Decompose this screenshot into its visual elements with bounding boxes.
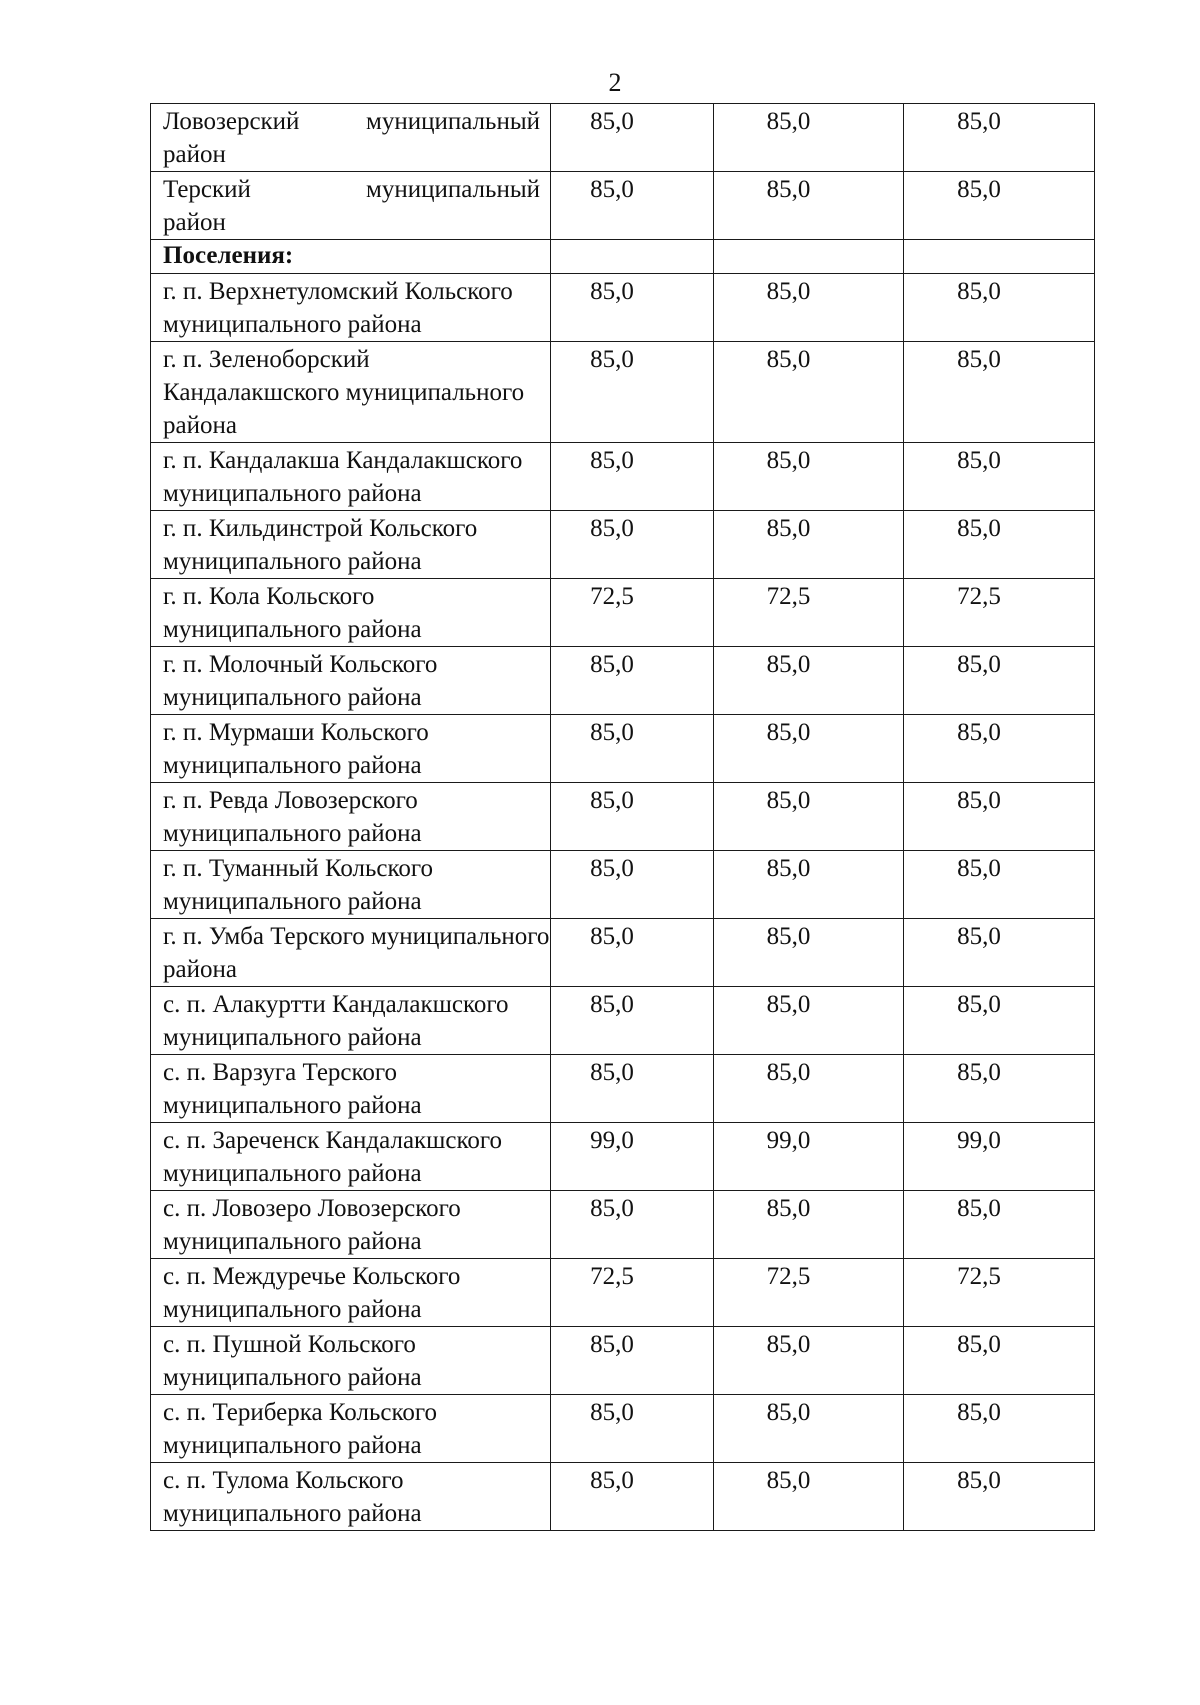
row-value-3: 72,5 bbox=[904, 579, 1095, 647]
row-name-word: Ловозерский bbox=[163, 108, 300, 135]
row-value-2: 99,0 bbox=[714, 1123, 904, 1191]
table-row bbox=[151, 1463, 1095, 1531]
row-value-1: 85,0 bbox=[551, 783, 714, 851]
row-value-3: 85,0 bbox=[904, 104, 1095, 172]
table-row bbox=[151, 987, 1095, 1055]
row-value-1: 85,0 bbox=[551, 1055, 714, 1123]
row-value-1: 85,0 bbox=[551, 104, 714, 172]
row-value-1: 85,0 bbox=[551, 1327, 714, 1395]
row-value-3: 85,0 bbox=[904, 1463, 1095, 1531]
row-name-cell: г. п. Верхнетуломский Кольского муниципального района bbox=[151, 274, 551, 342]
row-value-3: 85,0 bbox=[904, 647, 1095, 715]
table-row bbox=[151, 104, 1095, 172]
row-value-3: 85,0 bbox=[904, 919, 1095, 987]
row-name-cell: г. п. Кандалакша Кандалакшского муниципального района bbox=[151, 443, 551, 511]
table-row bbox=[151, 443, 1095, 511]
row-name-word: район bbox=[163, 209, 226, 236]
row-value-2: 72,5 bbox=[714, 1259, 904, 1327]
row-value-1: 85,0 bbox=[551, 342, 714, 443]
row-value-3: 85,0 bbox=[904, 1055, 1095, 1123]
row-value-3: 85,0 bbox=[904, 715, 1095, 783]
row-value-2: 85,0 bbox=[714, 1327, 904, 1395]
row-value-2: 85,0 bbox=[714, 1191, 904, 1259]
row-name-cell: с. п. Пушной Кольского муниципального района bbox=[151, 1327, 551, 1395]
row-value-2: 85,0 bbox=[714, 715, 904, 783]
row-value-3: 99,0 bbox=[904, 1123, 1095, 1191]
row-value-1: 85,0 bbox=[551, 1463, 714, 1531]
row-value-2: 85,0 bbox=[714, 647, 904, 715]
table-row bbox=[151, 647, 1095, 715]
section-row bbox=[151, 240, 1095, 274]
row-name-cell: с. п. Алакуртти Кандалакшского муниципального района bbox=[151, 987, 551, 1055]
row-value-1: 85,0 bbox=[551, 1191, 714, 1259]
table-row bbox=[151, 1123, 1095, 1191]
table-row bbox=[151, 511, 1095, 579]
row-value-1: 99,0 bbox=[551, 1123, 714, 1191]
settlements-table-body bbox=[151, 104, 1095, 1531]
row-value-2: 85,0 bbox=[714, 443, 904, 511]
table-row bbox=[151, 1327, 1095, 1395]
table-row bbox=[151, 851, 1095, 919]
row-value-3: 85,0 bbox=[904, 851, 1095, 919]
row-value-2: 85,0 bbox=[714, 783, 904, 851]
row-name-cell bbox=[151, 104, 551, 172]
row-name-cell: г. п. Мурмаши Кольского муниципального района bbox=[151, 715, 551, 783]
row-value-1: 72,5 bbox=[551, 1259, 714, 1327]
table-row bbox=[151, 342, 1095, 443]
table-row bbox=[151, 783, 1095, 851]
row-value-3: 85,0 bbox=[904, 172, 1095, 240]
row-name-cell: г. п. Зеленоборский Кандалакшского муниципального района bbox=[151, 342, 551, 443]
row-name-cell bbox=[151, 172, 551, 240]
table-row bbox=[151, 919, 1095, 987]
row-value-2: 72,5 bbox=[714, 579, 904, 647]
row-name-word: район bbox=[163, 141, 226, 168]
row-name-cell: г. п. Ревда Ловозерского муниципального района bbox=[151, 783, 551, 851]
row-name-cell: г. п. Умба Терского муниципального района bbox=[151, 919, 551, 987]
empty-cell bbox=[904, 240, 1095, 274]
row-name-cell: с. п. Зареченск Кандалакшского муниципального района bbox=[151, 1123, 551, 1191]
row-name-cell: г. п. Кильдинстрой Кольского муниципального района bbox=[151, 511, 551, 579]
table-row bbox=[151, 274, 1095, 342]
table-row bbox=[151, 1259, 1095, 1327]
row-name-cell: с. п. Варзуга Терского муниципального района bbox=[151, 1055, 551, 1123]
row-value-2: 85,0 bbox=[714, 1463, 904, 1531]
row-value-2: 85,0 bbox=[714, 987, 904, 1055]
section-label: Поселения: bbox=[151, 240, 551, 274]
row-name-word: муниципальный bbox=[366, 108, 540, 135]
row-value-2: 85,0 bbox=[714, 342, 904, 443]
row-value-2: 85,0 bbox=[714, 1395, 904, 1463]
row-name-word: Терский bbox=[163, 176, 251, 203]
settlements-table bbox=[150, 103, 1095, 1531]
row-value-3: 85,0 bbox=[904, 511, 1095, 579]
row-name-cell: с. п. Ловозеро Ловозерского муниципального района bbox=[151, 1191, 551, 1259]
row-value-1: 85,0 bbox=[551, 715, 714, 783]
row-name-cell: г. п. Молочный Кольского муниципального района bbox=[151, 647, 551, 715]
row-value-3: 85,0 bbox=[904, 443, 1095, 511]
row-value-1: 85,0 bbox=[551, 443, 714, 511]
row-value-3: 85,0 bbox=[904, 342, 1095, 443]
row-value-1: 85,0 bbox=[551, 172, 714, 240]
table-row bbox=[151, 1055, 1095, 1123]
row-value-2: 85,0 bbox=[714, 919, 904, 987]
row-value-1: 85,0 bbox=[551, 647, 714, 715]
row-value-1: 85,0 bbox=[551, 274, 714, 342]
row-value-1: 85,0 bbox=[551, 511, 714, 579]
row-value-1: 85,0 bbox=[551, 1395, 714, 1463]
row-value-2: 85,0 bbox=[714, 104, 904, 172]
table-row bbox=[151, 715, 1095, 783]
row-name-word: муниципальный bbox=[366, 176, 540, 203]
table-row bbox=[151, 579, 1095, 647]
row-value-3: 85,0 bbox=[904, 783, 1095, 851]
table-row bbox=[151, 172, 1095, 240]
row-value-1: 85,0 bbox=[551, 851, 714, 919]
row-value-2: 85,0 bbox=[714, 274, 904, 342]
row-value-2: 85,0 bbox=[714, 1055, 904, 1123]
table-row bbox=[151, 1395, 1095, 1463]
row-value-3: 85,0 bbox=[904, 274, 1095, 342]
empty-cell bbox=[551, 240, 714, 274]
row-name-cell: г. п. Кола Кольского муниципального района bbox=[151, 579, 551, 647]
row-value-2: 85,0 bbox=[714, 172, 904, 240]
row-value-2: 85,0 bbox=[714, 511, 904, 579]
row-value-3: 85,0 bbox=[904, 1191, 1095, 1259]
row-value-2: 85,0 bbox=[714, 851, 904, 919]
row-name-cell: г. п. Туманный Кольского муниципального района bbox=[151, 851, 551, 919]
row-value-1: 85,0 bbox=[551, 919, 714, 987]
empty-cell bbox=[714, 240, 904, 274]
row-value-1: 72,5 bbox=[551, 579, 714, 647]
row-value-3: 85,0 bbox=[904, 1327, 1095, 1395]
row-value-3: 85,0 bbox=[904, 1395, 1095, 1463]
page-number: 2 bbox=[608, 68, 622, 97]
row-name-cell: с. п. Териберка Кольского муниципального района bbox=[151, 1395, 551, 1463]
row-value-3: 72,5 bbox=[904, 1259, 1095, 1327]
row-value-1: 85,0 bbox=[551, 987, 714, 1055]
row-value-3: 85,0 bbox=[904, 987, 1095, 1055]
row-name-cell: с. п. Тулома Кольского муниципального района bbox=[151, 1463, 551, 1531]
row-name-cell: с. п. Междуречье Кольского муниципального района bbox=[151, 1259, 551, 1327]
table-row bbox=[151, 1191, 1095, 1259]
